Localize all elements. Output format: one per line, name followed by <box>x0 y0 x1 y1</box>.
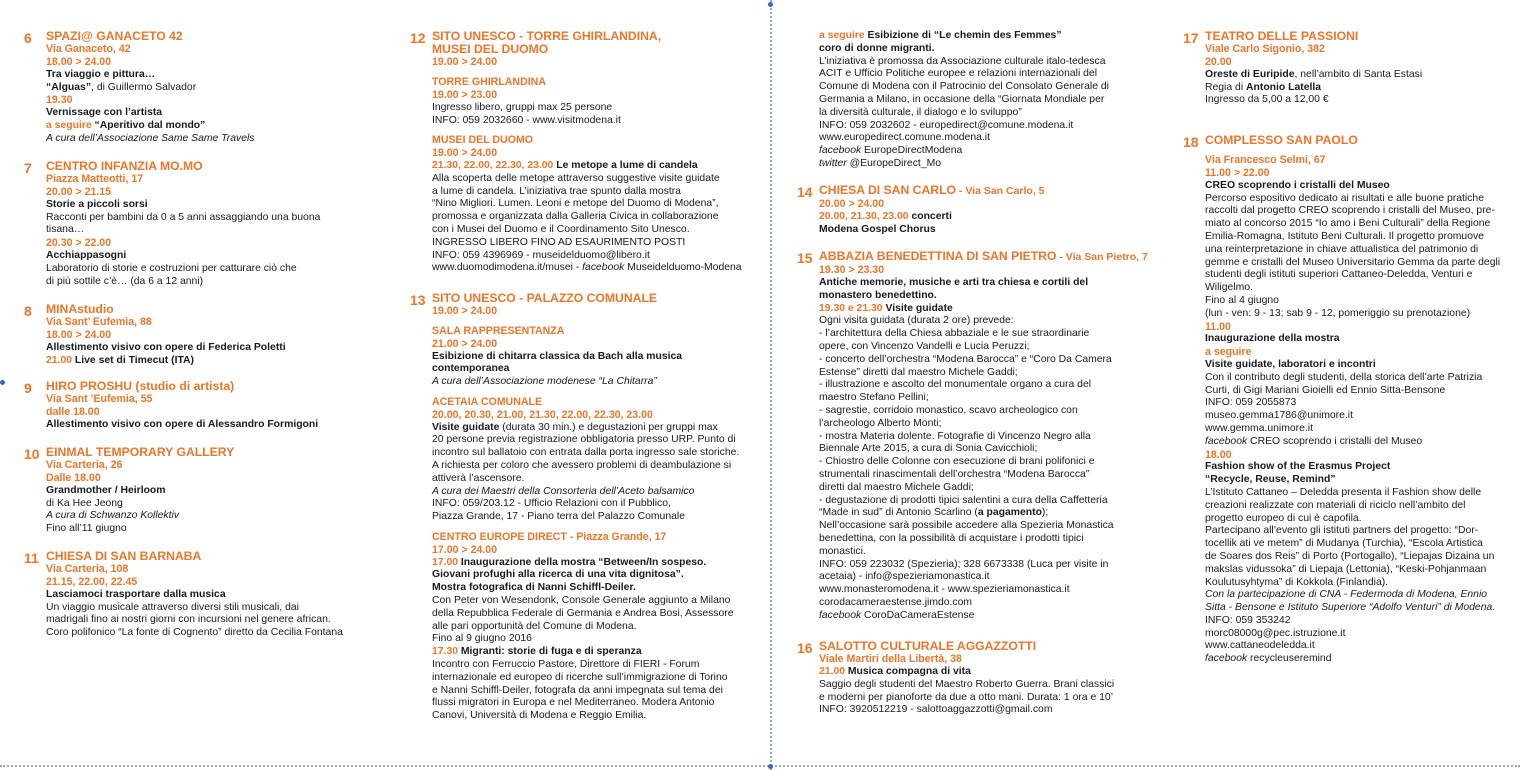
fold-line-bottom <box>0 765 1520 767</box>
text-line: tisana… <box>46 224 85 236</box>
detail-line-highlight: 18.00 <box>1205 448 1232 461</box>
text-line: museo.gemma1786@unimore.it <box>1205 410 1354 422</box>
event-number: 9 <box>24 380 32 396</box>
text-line: www.europedirect.comune.modena.it <box>819 132 990 144</box>
event-entry <box>24 303 406 367</box>
event-entry <box>797 30 1159 171</box>
detail-line-highlight: 20.00 > 21.15 <box>46 186 112 198</box>
detail-line-highlight: CENTRO EUROPE DIRECT - Piazza Grande, 17 <box>432 530 667 543</box>
text-line: www.monasteromodena.it - www.spezieriamonastica.it <box>819 584 1070 596</box>
text-line: maestro Stefano Pellini; <box>819 392 929 404</box>
text-line: raccolti dal progetto CREO scoprendo i cristalli del Museo, pre- <box>1205 205 1495 217</box>
text-segment: 17.30 <box>432 646 461 658</box>
text-line <box>819 666 1159 679</box>
text-line: Estense” diretti dal maestro Michele Gaddi; <box>819 366 1018 378</box>
detail-line-highlight: a seguire <box>1205 346 1252 359</box>
text-line: Partecipano all’evento gli istituti partners del progetto: “Dor- <box>1205 525 1479 537</box>
text-line: A cura di Schwanzo Kollektiv <box>46 510 180 522</box>
spacer <box>432 127 787 134</box>
event-entry <box>24 30 406 146</box>
event-title-address: - Via San Carlo, 5 <box>956 185 1045 197</box>
spacer <box>432 389 787 396</box>
text-line: Ingresso da 5,00 a 12,00 € <box>1205 94 1329 106</box>
text-line: monastero benedettino. <box>819 289 937 301</box>
detail-line-highlight: 19.30 <box>46 94 73 107</box>
text-line: www.gemma.unimore.it <box>1205 422 1313 434</box>
event-title <box>432 292 787 305</box>
text-line: Giovani profughi alla ricerca di una vita dignitosa”. <box>432 569 684 581</box>
text-segment: Esibizione di “Le chemin des Femmes” <box>867 30 1062 41</box>
detail-line-highlight: Via Carteria, 108 <box>46 563 129 576</box>
text-line: Un viaggio musicale attraverso diversi stili musicali, dai <box>46 601 299 613</box>
event-entry <box>24 446 406 536</box>
text-line: tocellik ati ve metem” di Mudanya (Turchia), “Escola Artistica <box>1205 538 1483 550</box>
text-line: Alla scoperta delle metope attraverso suggestive visite guidate <box>432 172 720 184</box>
event-entry <box>797 250 1159 623</box>
detail-line-highlight: 18.00 > 24.00 <box>46 329 112 341</box>
event-title-line2: MUSEI DEL DUOMO <box>432 42 549 57</box>
text-line: - mostra Materia dolente. Fotografie di Vincenzo Negro alla <box>819 430 1091 442</box>
event-number: 7 <box>24 160 32 176</box>
text-segment: CREO scoprendo i cristalli del Museo <box>1247 435 1423 447</box>
text-line <box>432 160 787 173</box>
text-segment: Antonio Latella <box>1246 81 1322 93</box>
text-line: a lume di candela. L’iniziativa trae spunto dalla mostra <box>432 185 681 197</box>
text-line: incontro sul ballatoio con entrata dalla porta ingresso sale storiche. <box>432 447 740 459</box>
event-title-text: COMPLESSO SAN PAOLO <box>1205 133 1358 147</box>
event-entry <box>1183 134 1520 666</box>
text-line <box>819 507 1159 520</box>
text-segment: (durata 30 min.) e degustazioni per gruppi max <box>499 421 718 433</box>
text-line: “Recycle, Reuse, Remind” <box>1205 474 1336 486</box>
text-line <box>46 82 406 95</box>
text-line: Mostra fotografica di Nanni Schiffl-Deiler. <box>432 582 636 594</box>
text-line: Storie a piccoli sorsi <box>46 198 148 210</box>
text-line: Allestimento visivo con opere di Alessandro Formigoni <box>46 418 319 430</box>
text-segment: Musica compagna di vita <box>847 666 971 677</box>
event-title <box>1205 134 1520 147</box>
event-entry <box>410 292 787 723</box>
detail-line-highlight: Via Ganaceto, 42 <box>46 43 131 56</box>
detail-line-highlight: Via Francesco Selmi, 67 <box>1205 154 1326 167</box>
text-segment: twitter <box>819 157 847 169</box>
event-title <box>46 303 406 316</box>
text-line: Piazza Grande, 17 - Piano terra del Palazzo Comunale <box>432 511 685 523</box>
event-entry <box>1183 30 1520 107</box>
detail-line-highlight: 20.30 > 22.00 <box>46 237 112 250</box>
text-line: INFO: 059/203.12 - Ufficio Relazioni con il Pubblico, <box>432 498 671 510</box>
text-segment: facebook <box>1205 653 1248 665</box>
text-segment: , nell’ambito di Santa Estasi <box>1294 68 1423 80</box>
text-line: flussi migratori in Europa e nel Mediterraneo. Modera Antonio <box>432 697 715 709</box>
text-line <box>432 422 787 435</box>
detail-line-highlight: 11.00 > 22.00 <box>1205 167 1270 179</box>
fold-marker <box>768 2 773 7</box>
event-entry <box>410 30 787 275</box>
text-segment: CoroDaCameraEstense <box>861 609 975 621</box>
text-line: - sagrestie, corridoio monastico, scavo archeologico con <box>819 404 1078 416</box>
text-segment: a pagamento <box>977 507 1042 519</box>
text-line: Fino al 9 giugno 2016 <box>432 633 532 645</box>
text-segment: recycleuseremind <box>1247 653 1332 665</box>
text-line: Sitta - Bensone e Istituto Superiore “Adolfo Venturi” di Modena. <box>1205 602 1496 614</box>
text-line: Ogni visita guidata (durata 2 ore) prevede: <box>819 315 1014 327</box>
event-title <box>46 550 406 563</box>
event-title-text: CHIESA DI SAN CARLO <box>819 183 957 197</box>
text-segment: concerti <box>911 211 952 222</box>
text-line: Con la partecipazione di CNA - Federmoda di Modena, Ennio <box>1205 589 1488 601</box>
text-line: A cura dei Maestri della Consorteria dell’Aceto balsamico <box>432 485 695 497</box>
event-entry <box>24 380 406 432</box>
detail-line-highlight: Via Sant’ Eufemia, 88 <box>46 316 152 329</box>
spacer <box>1205 147 1520 154</box>
text-line <box>819 303 1159 316</box>
event-number: 15 <box>797 250 813 266</box>
detail-line-highlight: 20.00, 20.30, 21.00, 21.30, 22.00, 22.30, 23.00 <box>432 408 653 421</box>
event-title-text: HIRO PROSHU (studio di artista) <box>46 379 235 393</box>
event-title <box>46 30 406 43</box>
text-segment: Oreste di Euripide <box>1205 68 1295 80</box>
text-line: Con il contributo degli studenti, della storica dell’arte Patrizia <box>1205 371 1483 383</box>
text-segment: EuropeDirectModena <box>861 145 963 157</box>
text-line: Allestimento visivo con opere di Federica Poletti <box>46 341 286 353</box>
text-line: Acchiappasogni <box>46 249 127 261</box>
text-line: l’archeologo Alberto Monti; <box>819 417 942 429</box>
detail-line-highlight: SALA RAPPRESENTANZA <box>432 325 565 337</box>
text-line: www.cattaneodeledda.it <box>1205 640 1315 652</box>
detail-line-highlight: Via Carteria, 26 <box>46 459 123 472</box>
detail-line-highlight: 17.00 > 24.00 <box>432 543 498 556</box>
detail-line-highlight: Viale Martiri della Libertà, 38 <box>819 653 962 666</box>
detail-line-highlight: 19.30 > 23.30 <box>819 264 885 277</box>
text-line: e moderni per pianoforte da due a otto mani. Durata: 1 ora e 10’ <box>819 691 1114 703</box>
text-line: Emilia-Romagna, Istituto Beni Culturali. Il progetto promuove <box>1205 230 1484 242</box>
event-title-text: ABBAZIA BENEDETTINA DI SAN PIETRO <box>819 249 1057 263</box>
detail-line-highlight: Via Sant ’Eufemia, 55 <box>46 393 153 406</box>
detail-line-highlight: TORRE GHIRLANDINA <box>432 76 546 89</box>
text-line: Incontro con Ferruccio Pastore, Direttore di FIERI - Forum <box>432 658 700 670</box>
detail-line-highlight: dalle 18.00 <box>46 406 100 418</box>
text-line: - l’architettura della Chiesa abbaziale e le sue straordinarie <box>819 328 1090 340</box>
text-line: CREO scoprendo i cristalli del Museo <box>1205 179 1390 191</box>
detail-line-highlight: 19.00 > 24.00 <box>432 56 498 69</box>
detail-line-highlight: Dalle 18.00 <box>46 472 101 484</box>
text-line: Nell’occasione sarà possibile accedere alla Spezieria Monastica <box>819 520 1114 532</box>
text-line: Comune di Modena con il Patrocinio del Consolato Generale di <box>819 81 1109 93</box>
text-line: morc08000g@pec.istruzione.it <box>1205 627 1346 639</box>
text-line: L’Istituto Cattaneo – Deledda presenta il Fashion show delle <box>1205 486 1482 498</box>
text-line: INFO: 059 2032660 - www.visitmodena.it <box>432 114 621 126</box>
detail-line-highlight: 18.00 > 24.00 <box>46 56 112 68</box>
text-line <box>819 145 1159 158</box>
text-segment: Museidelduomo-Modena <box>624 262 742 274</box>
text-segment: ); <box>1041 507 1049 519</box>
text-line: - degustazione di prodotti tipici salentini a cura della Caffetteria <box>819 494 1108 506</box>
text-line: INFO: 059 353242 <box>1205 614 1291 626</box>
text-line: gemme e cristalli del Museo Universitario Gemma da parte degli <box>1205 256 1501 268</box>
text-line: (lun - ven: 9 - 13; sab 9 - 12, pomeriggio su prenotazione) <box>1205 307 1471 319</box>
text-segment: 17.00 <box>432 556 461 568</box>
detail-line-highlight: MUSEI DEL DUOMO <box>432 134 534 147</box>
text-line <box>46 120 406 133</box>
text-line: - concerto dell’orchestra “Modena Barocca” e “Coro Da Camera <box>819 353 1112 365</box>
event-title-text: SITO UNESCO - PALAZZO COMUNALE <box>432 291 658 305</box>
detail-line-highlight: 20.00 <box>1205 56 1232 68</box>
text-line: Tra viaggio e pittura… <box>46 68 156 80</box>
text-line: Laboratorio di storie e costruzioni per catturare ciò che <box>46 262 297 274</box>
text-line <box>46 355 406 368</box>
text-line <box>1205 82 1520 95</box>
text-line: Wiligelmo. <box>1205 282 1253 294</box>
event-title <box>819 184 1159 198</box>
text-segment: facebook <box>1205 435 1248 447</box>
text-line: Modena Gospel Chorus <box>819 223 936 235</box>
text-line: makslas vidussoka” di Liepaja (Lettonia), “Keski-Pohjanmaan <box>1205 563 1487 575</box>
text-line: benedettina, con la possibilità di acquistare i prodotti tipici <box>819 532 1084 544</box>
text-line: Lasciamoci trasportare dalla musica <box>46 588 226 600</box>
spacer <box>432 318 787 325</box>
text-line: attiverà l’ascensore. <box>432 472 525 484</box>
text-line: A cura dell’Associazione modenese “La Chitarra” <box>432 376 657 388</box>
event-entry <box>24 550 406 640</box>
event-number: 13 <box>410 292 426 308</box>
text-line: Fino al 4 giugno <box>1205 294 1279 306</box>
event-entry <box>797 184 1159 237</box>
text-line <box>819 610 1159 623</box>
text-line: Curti, di Gigi Mariani Gioielli ed Ennio Sitta-Bensone <box>1205 384 1446 396</box>
text-line: Antiche memorie, musiche e arti tra chiesa e cortili del <box>819 277 1089 288</box>
text-line: Esibizione di chitarra classica da Bach alla musica <box>432 350 683 362</box>
text-line: internazionale ed europeo di ricerche sull’immigrazione di Torino <box>432 671 728 683</box>
text-line: con i Musei del Duomo e il Coordinamento Sito Unesco. <box>432 223 690 235</box>
text-line: Percorso espositivo dedicato ai risultati e alle buone pratiche <box>1205 192 1484 204</box>
event-number: 16 <box>797 640 813 656</box>
text-segment: Live set di Timecut (ITA) <box>74 354 195 366</box>
text-line: Inaugurazione della mostra <box>1205 333 1340 345</box>
text-line <box>819 158 1159 171</box>
text-line: INFO: 3920512219 - salottoaggazzotti@gmail.com <box>819 704 1053 716</box>
event-title-text: MINAstudio <box>46 302 114 316</box>
text-line: “Nino Migliori. Lumen. Leoni e metope del Duomo di Modena”, <box>432 198 719 210</box>
text-line: Biennale Arte 2015, a cura di Sonia Cavicchioli; <box>819 443 1038 455</box>
text-line <box>1205 653 1520 666</box>
text-line <box>819 211 1159 224</box>
event-title <box>46 380 406 393</box>
text-line: promossa e organizzata dalla Galleria Civica in collaborazione <box>432 211 719 223</box>
text-segment: “Aperitivo dal mondo” <box>94 119 206 131</box>
text-segment: , di Guillermo Salvador <box>91 81 197 93</box>
detail-line-highlight: 19.00 > 24.00 <box>432 305 498 318</box>
text-line: di Ka Hee Jeong <box>46 497 123 509</box>
text-line: A cura dell’Associazione Same Same Travels <box>46 132 255 144</box>
text-line: de Soares dos Reis” di Porto (Portogallo), “Liepajas Dizaina un <box>1205 550 1495 562</box>
text-line <box>1205 69 1520 82</box>
text-line: Grandmother / Heirloom <box>46 484 166 496</box>
text-segment: 20.00, 21.30, 23.00 <box>819 211 912 222</box>
text-line: Germania a Milano, in occasione della “Giornata Mondiale per <box>819 93 1105 105</box>
text-line: coro di donne migranti. <box>819 42 935 54</box>
event-title <box>819 250 1159 264</box>
text-line: progetto europeo di cui è capofila. <box>1205 512 1362 524</box>
event-number: 8 <box>24 303 32 319</box>
text-segment: Inaugurazione della mostra “Between/In sospeso. <box>460 556 707 568</box>
fold-marker <box>768 764 773 769</box>
detail-line-highlight: 21.15, 22.00, 22.45 <box>46 576 138 588</box>
text-segment: facebook <box>819 145 862 157</box>
text-line: studenti degli istituti superiori Cattaneo-Deledda, Venturi e <box>1205 269 1473 281</box>
event-title-text: CENTRO INFANZIA MO.MO <box>46 159 203 173</box>
text-line: della Repubblica Federale di Germania e Andrea Bosi, Assessore <box>432 607 734 619</box>
text-segment: “Made in sud” di Antonio Scarlino ( <box>819 507 978 519</box>
text-line: INFO: 059 2055873 <box>1205 397 1297 409</box>
text-segment: facebook <box>819 609 862 621</box>
text-line: A richiesta per coloro che avessero problemi di deambulazione si <box>432 459 732 471</box>
event-title-text: SPAZI@ GANACETO 42 <box>46 29 183 43</box>
text-line: 20 persone previa registrazione obbligatoria presso URP. Punto di <box>432 434 736 446</box>
detail-line-highlight: 19.00 > 24.00 <box>432 147 498 160</box>
text-line: Koulutusyhtyma” di Kokkola (Finlandia). <box>1205 576 1389 588</box>
text-line: - illustrazione e ascolto del monumentale organo a cura del <box>819 379 1092 391</box>
text-line: strumentali rinascimentali dell’orchestra “Modena Barocca” <box>819 468 1090 480</box>
text-segment: www.duomodimodena.it/musei - <box>432 262 583 274</box>
text-segment: 19.30 e 21.30 <box>819 302 886 314</box>
text-line: di più sottile c’è… (da 6 a 12 anni) <box>46 275 204 287</box>
text-line <box>1205 436 1520 449</box>
fold-marker <box>0 380 5 385</box>
text-line: miato al concorso 2015 “Io amo i Beni Culturali” della Regione <box>1205 218 1491 230</box>
event-title <box>46 446 406 459</box>
text-line: opere, con Vincenzo Vandelli e Lucia Peruzzi; <box>819 340 1030 352</box>
text-segment: a seguire <box>46 119 95 131</box>
text-segment: Migranti: storie di fuga e di speranza <box>460 646 642 658</box>
event-title-address: - Via San Pietro, 7 <box>1056 251 1148 263</box>
text-line: - Chiostro delle Colonne con esecuzione di brani polifonici e <box>819 456 1095 468</box>
detail-line-highlight: 11.00 <box>1205 320 1231 333</box>
event-title-text: TEATRO DELLE PASSIONI <box>1205 29 1359 43</box>
text-segment: 21.00 <box>46 354 75 366</box>
text-line: corodacameraestense.jimdo.com <box>819 596 973 608</box>
text-segment: facebook <box>582 262 625 274</box>
text-segment: a seguire <box>819 30 868 41</box>
text-line: Vernissage con l’artista <box>46 107 163 119</box>
detail-line-highlight: 20.00 > 24.00 <box>819 198 885 211</box>
text-segment: 21.30, 22.00, 22.30, 23.00 <box>432 159 557 171</box>
text-segment: Visite guidate <box>432 421 500 433</box>
event-title-text: SALOTTO CULTURALE AGGAZZOTTI <box>819 639 1037 653</box>
event-number: 17 <box>1183 30 1199 46</box>
text-line: la diversità culturale, il dialogo e lo sviluppo” <box>819 106 1022 118</box>
text-line: Canovi, Università di Modena e Reggio Emilia. <box>432 710 647 722</box>
detail-line-highlight: 19.00 > 23.00 <box>432 89 498 101</box>
text-line: Coro polifonico “La fonte di Cognento” diretto da Cecilia Fontana <box>46 627 343 639</box>
text-line: contemporanea <box>432 363 510 375</box>
spacer <box>432 524 787 531</box>
event-number: 12 <box>410 30 426 46</box>
event-number: 14 <box>797 184 813 200</box>
text-segment: 21.00 <box>819 666 848 677</box>
text-line: INGRESSO LIBERO FINO AD ESAURIMENTO POSTI <box>432 236 686 248</box>
text-line: Racconti per bambini da 0 a 5 anni assaggiando una buona <box>46 211 321 223</box>
event-number: 10 <box>24 446 40 462</box>
text-line: Ingresso libero, gruppi max 25 persone <box>432 101 613 113</box>
text-line: Fashion show of the Erasmus Project <box>1205 461 1391 473</box>
text-line: madrigali fino ai nostri giorni con incursioni nel genere african. <box>46 614 331 626</box>
text-line: creazioni realizzate con materiali di riciclo nell’ambito del <box>1205 499 1466 511</box>
event-title <box>46 160 406 173</box>
event-title <box>819 640 1159 653</box>
event-title-text: CHIESA DI SAN BARNABA <box>46 549 202 563</box>
text-line: monastici. <box>819 545 866 557</box>
text-segment: @EuropeDirect_Mo <box>846 157 942 169</box>
text-line <box>819 30 1159 43</box>
text-line: alle pari opportunità del Comune di Modena. <box>432 620 637 632</box>
text-line: e Nanni Schiffl-Deiler, fotografa da anni impegnata sul tema dei <box>432 684 723 696</box>
detail-line-highlight: Viale Carlo Sigonio, 382 <box>1205 43 1325 56</box>
text-line: Saggio degli studenti del Maestro Roberto Guerra. Brani classici <box>819 678 1115 690</box>
text-line <box>432 262 787 275</box>
text-line: INFO: 059 4396969 - museidelduomo@libero.it <box>432 249 650 261</box>
spacer <box>432 69 787 76</box>
text-line: INFO: 059 223032 (Spezieria); 328 6673338 (Luca per visite in <box>819 558 1109 570</box>
event-number: 6 <box>24 30 32 46</box>
event-entry <box>797 640 1159 717</box>
event-number: 11 <box>24 550 39 566</box>
event-title-text: EINMAL TEMPORARY GALLERY <box>46 445 235 459</box>
text-segment: Regia di <box>1205 81 1247 93</box>
text-line: diretti dal maestro Michele Gaddi; <box>819 481 974 493</box>
text-line <box>432 557 787 570</box>
text-line: una reinterpretazione in chiave attualistica del patrimonio di <box>1205 243 1479 255</box>
text-line: Con Peter von Wesendonk, Console Generale aggiunto a Milano <box>432 594 731 606</box>
event-entry <box>24 160 406 288</box>
text-line: ACIT e Ufficio Politiche europee e relazioni internazionali del <box>819 68 1098 80</box>
event-number: 18 <box>1183 134 1199 150</box>
event-title <box>1205 30 1520 43</box>
text-line: Visite guidate, laboratori e incontri <box>1205 358 1376 370</box>
text-line: L’iniziativa è promossa da Associazione culturale italo-tedesca <box>819 55 1106 67</box>
text-line <box>432 646 787 659</box>
event-title-text: SITO UNESCO - TORRE GHIRLANDINA, <box>432 29 662 43</box>
text-line: INFO: 059 2032602 - europedirect@comune.modena.it <box>819 119 1074 131</box>
text-line: Fino all’11 giugno <box>46 523 127 535</box>
text-segment: “Alguas” <box>46 81 92 93</box>
text-segment: Le metope a lume di candela <box>556 159 698 171</box>
text-segment: Visite guidate <box>885 302 953 314</box>
detail-line-highlight: 21.00 > 24.00 <box>432 337 498 350</box>
detail-line-highlight: ACETAIA COMUNALE <box>432 395 543 408</box>
text-line: acetaia) - info@spezieriamonastica.it <box>819 571 990 583</box>
detail-line-highlight: Piazza Matteotti, 17 <box>46 173 144 186</box>
